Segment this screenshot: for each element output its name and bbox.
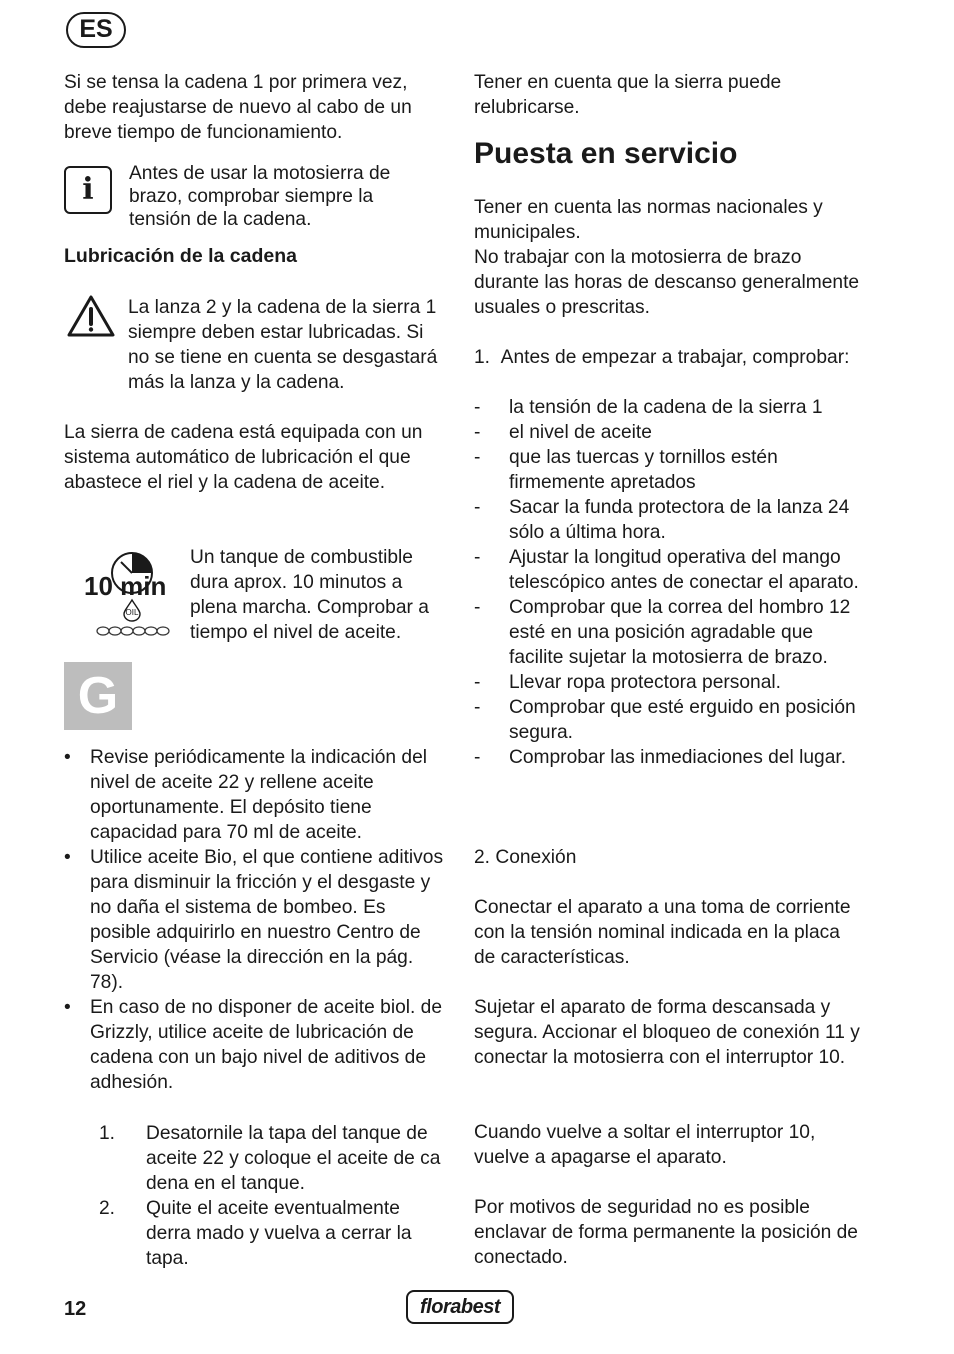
- oil-label: OIL: [125, 608, 139, 617]
- list-item-text: Quite el aceite eventualmente derra mado y vuelva a cerrar la tapa.: [146, 1198, 412, 1269]
- regulations-text: Tener en cuenta las normas nacionales y municipales.: [474, 197, 823, 243]
- list-item-text: la tensión de la cadena de la sierra 1: [509, 397, 823, 418]
- oil-steps-list: [64, 1121, 448, 1271]
- list-item: [474, 420, 864, 445]
- warning-icon: [66, 294, 116, 338]
- step-number: 1.: [99, 1123, 116, 1144]
- list-item-text: Sacar la funda protectora de la lanza 24 sólo a última hora.: [509, 497, 850, 543]
- oil-bullet-list: [64, 745, 448, 1095]
- oil-timer-figure: [82, 548, 178, 644]
- list-item: [64, 1121, 448, 1196]
- safety-text: Por motivos de seguridad no es posible enclavar de forma permanente la posición de conectado.: [474, 1197, 858, 1268]
- relubrication-note: Tener en cuenta que la sierra puede relubricarse.: [474, 72, 782, 118]
- brand-logo: florabest: [406, 1290, 514, 1324]
- list-item: [474, 745, 864, 770]
- rest-hours-text: No trabajar con la motosierra de brazo durante las horas de descanso generalmente usuales o prescritas.: [474, 247, 860, 318]
- step-2-heading: 2. Conexión: [474, 847, 577, 868]
- language-badge: ES: [66, 12, 126, 48]
- list-item-text: el nivel de aceite: [509, 422, 652, 443]
- dash-marker: -: [474, 697, 481, 718]
- dash-marker: -: [474, 422, 481, 443]
- timer-label: 10 min: [84, 571, 167, 601]
- list-item-text: Desatornile la tapa del tanque de aceite 22 y coloque el aceite de ca dena en el tanque.: [146, 1123, 441, 1194]
- page-number: 12: [64, 1298, 87, 1320]
- list-item-text: En caso de no disponer de aceite biol. de Grizzly, utilice aceite de lubricación de cadena con un bajo nivel de aditivos de adhesión.: [90, 997, 443, 1093]
- list-item: [64, 995, 448, 1095]
- list-item-text: Utilice aceite Bio, el que contiene aditivos para disminuir la fricción y el desgaste y no daña el sistema de bombeo. Es posible adquirirlo en nuestro Centro de Servicio (véase la dirección en la pág. 78).: [90, 847, 444, 993]
- release-text: Cuando vuelve a soltar el interruptor 10, vuelve a apagarse el aparato.: [474, 1122, 816, 1168]
- section-title: Puesta en servicio: [474, 137, 738, 170]
- step-1-text: 1. Antes de empezar a trabajar, comprobar:: [474, 347, 850, 368]
- dash-marker: -: [474, 397, 481, 418]
- bullet-marker: •: [64, 997, 71, 1018]
- dash-marker: -: [474, 447, 481, 468]
- list-item-text: que las tuercas y tornillos estén firmemente apretados: [509, 447, 778, 493]
- chain-icon: [96, 624, 170, 638]
- dash-marker: -: [474, 497, 481, 518]
- chain-tension-note: Si se tensa la cadena 1 por primera vez, debe reajustarse de nuevo al cabo de un breve tiempo de funcionamiento.: [64, 72, 412, 143]
- list-item: [474, 395, 864, 420]
- auto-lubrication-text: La sierra de cadena está equipada con un sistema automático de lubricación el que abastece el riel y la cadena de aceite.: [64, 422, 423, 493]
- list-item: [474, 670, 864, 695]
- list-item-text: Ajustar la longitud operativa del mango telescópico antes de conectar el aparato.: [509, 547, 859, 593]
- list-item-text: Revise periódicamente la indicación del nivel de aceite 22 y rellene aceite oportunamente. El depósito tiene capacidad para 70 ml de aceite.: [90, 747, 428, 843]
- list-item-text: Comprobar que la correa del hombro 12 esté en una posición agradable que facilite sujetar la motosierra de brazo.: [509, 597, 851, 668]
- bullet-marker: •: [64, 747, 71, 768]
- info-text: Antes de usar la motosierra de brazo, comprobar siempre la tensión de la cadena.: [129, 163, 391, 230]
- list-item: [474, 445, 864, 495]
- figure-g-box: G: [64, 662, 132, 730]
- list-item: [64, 845, 448, 995]
- hold-text: Sujetar el aparato de forma descansada y segura. Accionar el bloqueo de conexión 11 y conectar la motosierra con el interruptor 10.: [474, 997, 860, 1068]
- dash-marker: -: [474, 597, 481, 618]
- bullet-marker: •: [64, 847, 71, 868]
- list-item: [474, 695, 864, 745]
- list-item-text: Comprobar las inmediaciones del lugar.: [509, 747, 847, 768]
- dash-marker: -: [474, 747, 481, 768]
- list-item: [64, 745, 448, 845]
- lubrication-heading: Lubricación de la cadena: [64, 245, 297, 267]
- dash-marker: -: [474, 547, 481, 568]
- step-number: 2.: [99, 1198, 116, 1219]
- list-item: [64, 1196, 448, 1271]
- dash-marker: -: [474, 672, 481, 693]
- list-item: [474, 595, 864, 670]
- connect-text: Conectar el aparato a una toma de corriente con la tensión nominal indicada en la placa de características.: [474, 897, 851, 968]
- list-item-text: Comprobar que esté erguido en posición segura.: [509, 697, 856, 743]
- list-item: [474, 495, 864, 545]
- pre-check-list: [474, 395, 864, 770]
- tank-duration-text: Un tanque de combustible dura aprox. 10 minutos a plena marcha. Comprobar a tiempo el nivel de aceite.: [190, 547, 429, 643]
- list-item-text: Llevar ropa protectora personal.: [509, 672, 781, 693]
- warning-text: La lanza 2 y la cadena de la sierra 1 siempre deben estar lubricadas. Si no se tiene en cuenta se desgastará más la lanza y la cadena.: [128, 297, 438, 393]
- info-icon: i: [64, 166, 112, 214]
- list-item: [474, 545, 864, 595]
